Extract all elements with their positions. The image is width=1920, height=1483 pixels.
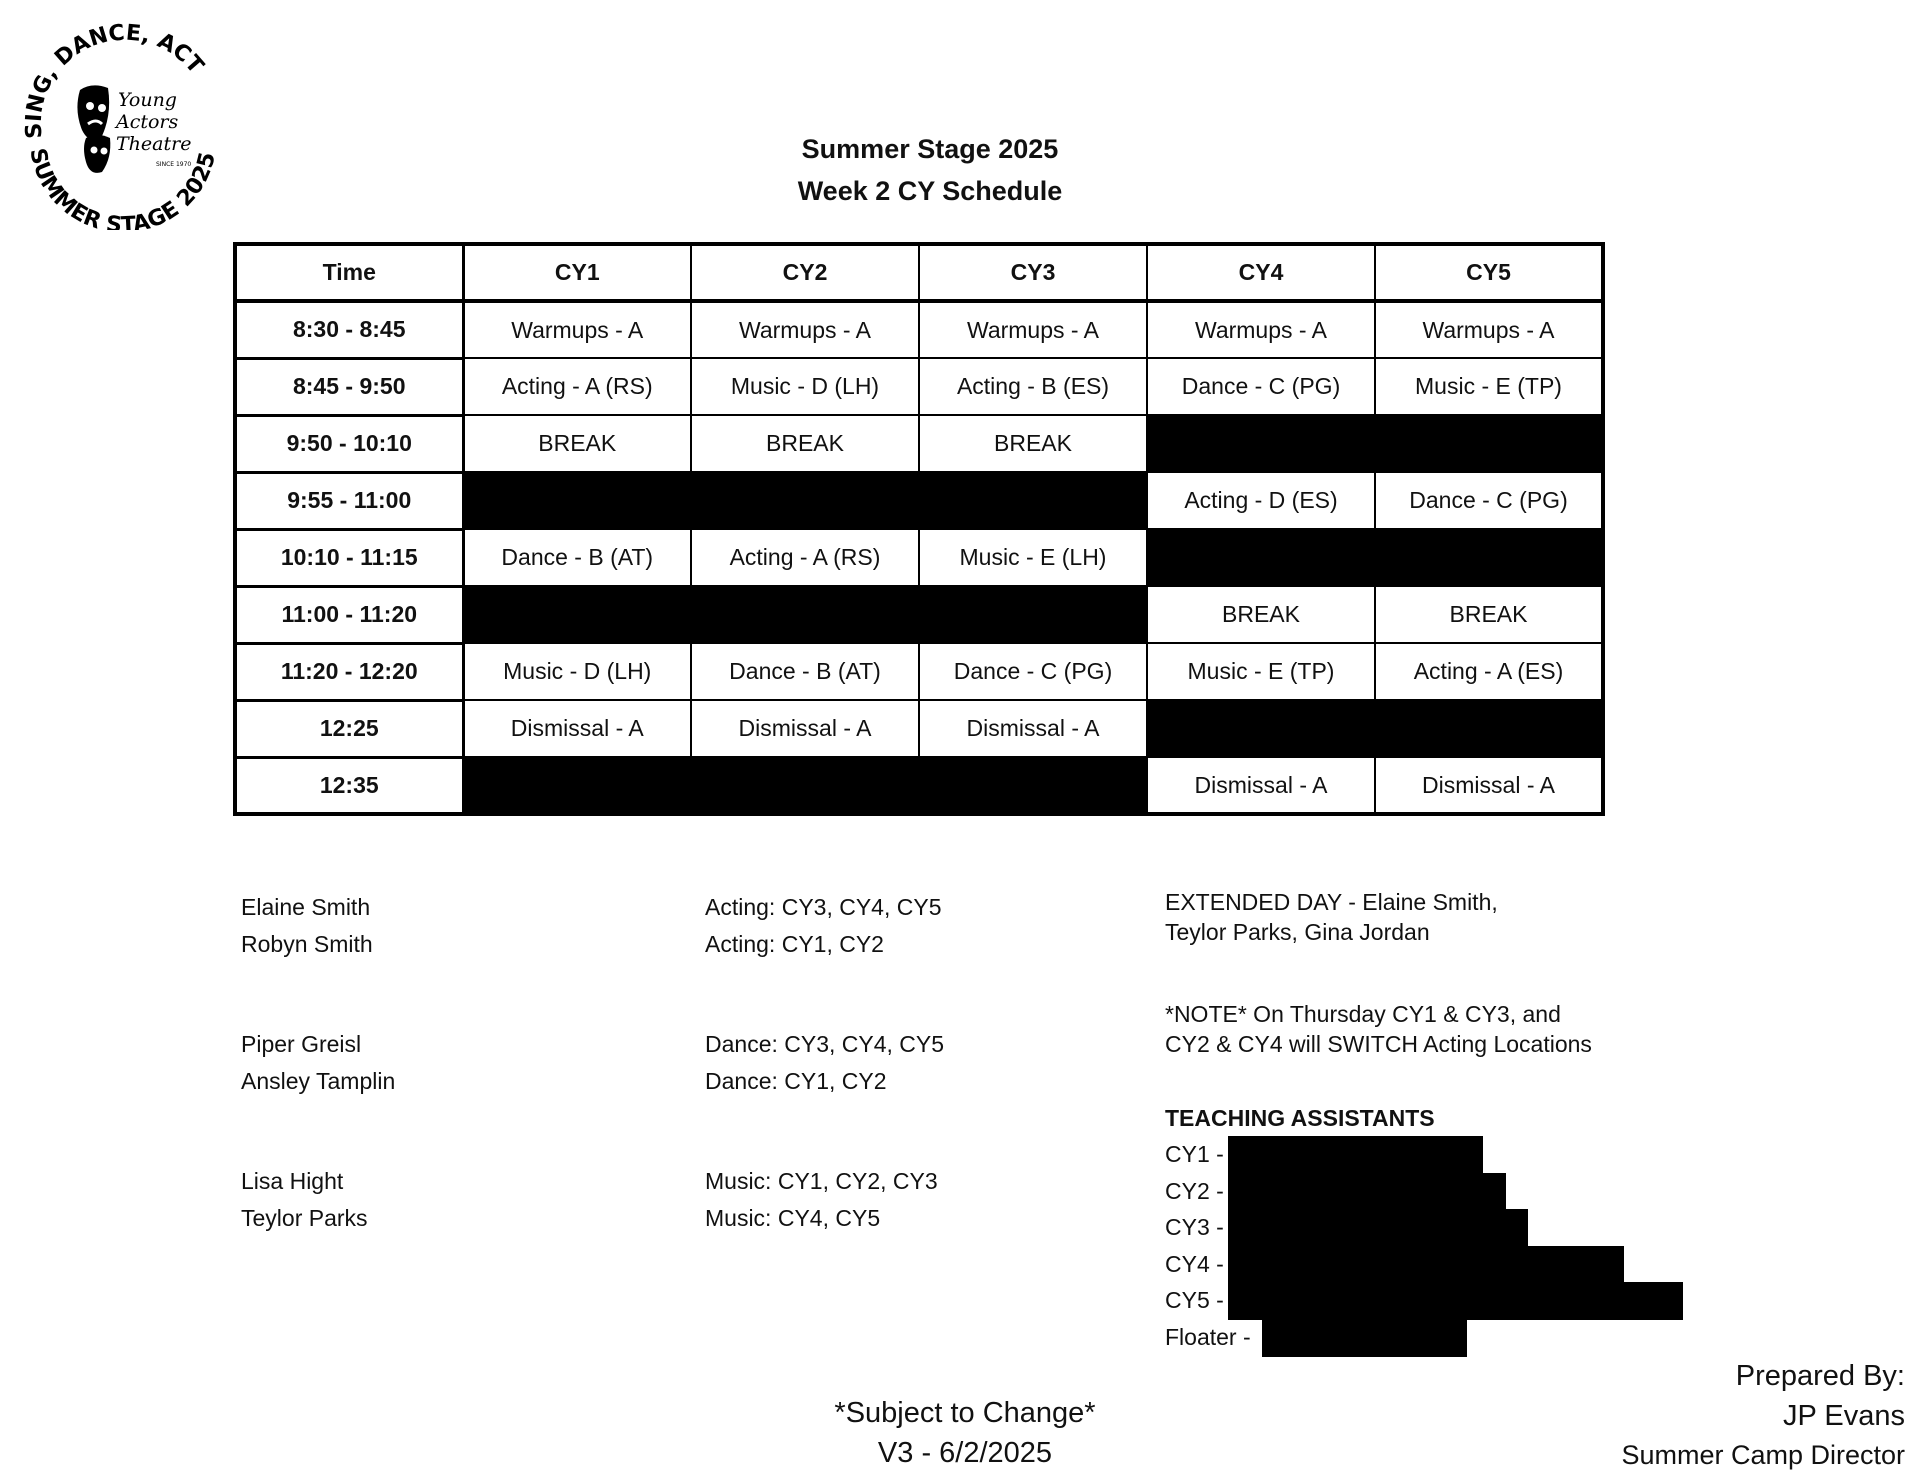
footer-prepared: [1621, 1356, 1905, 1474]
redaction-bar: [1228, 1136, 1483, 1174]
activity-cell: Dismissal - A: [463, 700, 691, 757]
table-row: [235, 415, 1603, 472]
time-cell: 10:10 - 11:15: [235, 529, 463, 586]
activity-cell: BREAK: [463, 415, 691, 472]
activity-cell: Acting - A (ES): [1375, 643, 1603, 700]
ta-label: CY3 -: [1165, 1214, 1224, 1240]
version: V3 - 6/2/2025: [877, 1437, 1053, 1469]
notes: [1165, 887, 1592, 1059]
activity-cell: Acting - A (RS): [691, 529, 919, 586]
teaching-assistants: [1165, 1100, 1435, 1355]
staff-name: Teylor Parks: [241, 1205, 368, 1231]
blocked-cell: [1375, 415, 1603, 472]
activity-cell: Music - E (LH): [919, 529, 1147, 586]
staff-assignment: Music: CY1, CY2, CY3: [705, 1168, 938, 1194]
blocked-cell: [691, 757, 919, 814]
activity-cell: Warmups - A: [463, 301, 691, 358]
header: [0, 128, 1860, 212]
activity-cell: Dance - C (PG): [1375, 472, 1603, 529]
staff-name: Robyn Smith: [241, 931, 373, 957]
logo-bottom-text: SUMMER STAGE 2025: [24, 146, 221, 230]
time-cell: 9:50 - 10:10: [235, 415, 463, 472]
ta-label: CY2 -: [1165, 1177, 1224, 1204]
svg-text:SING, DANCE, ACT: [22, 21, 209, 140]
blocked-cell: [691, 472, 919, 529]
activity-cell: BREAK: [691, 415, 919, 472]
time-cell: 9:55 - 11:00: [235, 472, 463, 529]
activity-cell: Dismissal - A: [1147, 757, 1375, 814]
activity-cell: Dance - B (AT): [691, 643, 919, 700]
staff-name: Ansley Tamplin: [241, 1068, 396, 1094]
blocked-cell: [1147, 415, 1375, 472]
prepared-name: JP Evans: [1783, 1400, 1905, 1432]
column-header: CY1: [463, 244, 691, 301]
schedule-table: [233, 242, 1605, 816]
ta-label: CY1 -: [1165, 1141, 1224, 1167]
ta-row: [1165, 1136, 1435, 1173]
staff-name: Lisa Hight: [241, 1168, 344, 1194]
redaction-bar: [1262, 1319, 1467, 1357]
column-header: CY5: [1375, 244, 1603, 301]
activity-cell: Dance - C (PG): [1147, 358, 1375, 415]
ta-label: CY4 -: [1165, 1250, 1224, 1277]
redaction-bar: [1228, 1246, 1624, 1284]
table-row: [235, 700, 1603, 757]
activity-cell: Music - D (LH): [691, 358, 919, 415]
subject-to-change: *Subject to Change*: [834, 1397, 1096, 1429]
prepared-label: Prepared By:: [1735, 1360, 1905, 1392]
activity-cell: BREAK: [919, 415, 1147, 472]
blocked-cell: [1147, 529, 1375, 586]
table-row: [235, 472, 1603, 529]
logo-word-3: Theatre: [116, 133, 192, 155]
activity-cell: BREAK: [1147, 586, 1375, 643]
activity-cell: BREAK: [1375, 586, 1603, 643]
ta-label: Floater -: [1165, 1323, 1251, 1350]
activity-cell: Dance - C (PG): [919, 643, 1147, 700]
logo-since: SINCE 1970: [156, 161, 192, 168]
activity-cell: Dismissal - A: [919, 700, 1147, 757]
table-row: [235, 358, 1603, 415]
staff-name: Piper Greisl: [241, 1031, 362, 1057]
time-cell: 8:30 - 8:45: [235, 301, 463, 358]
logo-top-text: SING, DANCE, ACT: [21, 20, 209, 140]
table-row: [235, 586, 1603, 643]
column-header: Time: [235, 244, 463, 301]
activity-cell: Dance - B (AT): [463, 529, 691, 586]
extended-day-line: Teylor Parks, Gina Jordan: [1165, 919, 1430, 945]
table-header-row: [235, 244, 1603, 301]
activity-cell: Music - D (LH): [463, 643, 691, 700]
activity-cell: Warmups - A: [1147, 301, 1375, 358]
ta-row: [1165, 1209, 1435, 1246]
logo-word-2: Actors: [116, 111, 179, 133]
note-line: CY2 & CY4 will SWITCH Acting Locations: [1165, 1031, 1592, 1057]
redaction-bar: [1228, 1173, 1506, 1211]
activity-cell: Dismissal - A: [1375, 757, 1603, 814]
page-title: Summer Stage 2025: [801, 134, 1059, 164]
staff-assignment: Music: CY4, CY5: [705, 1205, 881, 1231]
time-cell: 8:45 - 9:50: [235, 358, 463, 415]
activity-cell: Acting - D (ES): [1147, 472, 1375, 529]
table-row: [235, 529, 1603, 586]
logo-word-1: Young: [118, 89, 177, 111]
time-cell: 11:00 - 11:20: [235, 586, 463, 643]
staff-name: Elaine Smith: [241, 894, 371, 920]
ta-row: [1165, 1246, 1435, 1283]
extended-day-line: EXTENDED DAY - Elaine Smith,: [1165, 889, 1498, 915]
staff-assignment: Dance: CY3, CY4, CY5: [705, 1031, 945, 1057]
redaction-bar: [1228, 1209, 1528, 1247]
blocked-cell: [1375, 529, 1603, 586]
activity-cell: Warmups - A: [919, 301, 1147, 358]
column-header: CY3: [919, 244, 1147, 301]
page-subtitle: Week 2 CY Schedule: [797, 176, 1063, 206]
blocked-cell: [463, 757, 691, 814]
time-cell: 12:35: [235, 757, 463, 814]
blocked-cell: [919, 586, 1147, 643]
ta-row: [1165, 1282, 1435, 1319]
time-cell: 11:20 - 12:20: [235, 643, 463, 700]
table-row: [235, 757, 1603, 814]
blocked-cell: [463, 586, 691, 643]
blocked-cell: [1375, 700, 1603, 757]
ta-row: [1165, 1173, 1435, 1210]
staff-assignments: [705, 889, 944, 1237]
time-cell: 12:25: [235, 700, 463, 757]
ta-label: CY5 -: [1165, 1287, 1224, 1313]
activity-cell: Acting - A (RS): [463, 358, 691, 415]
prepared-role: Summer Camp Director: [1621, 1440, 1905, 1470]
activity-cell: Music - E (TP): [1147, 643, 1375, 700]
staff-names: [241, 889, 395, 1237]
blocked-cell: [919, 472, 1147, 529]
activity-cell: Warmups - A: [691, 301, 919, 358]
blocked-cell: [691, 586, 919, 643]
activity-cell: Acting - B (ES): [919, 358, 1147, 415]
redaction-bar: [1228, 1282, 1683, 1320]
blocked-cell: [463, 472, 691, 529]
column-header: CY4: [1147, 244, 1375, 301]
blocked-cell: [919, 757, 1147, 814]
note-line: *NOTE* On Thursday CY1 & CY3, and: [1165, 1001, 1561, 1027]
activity-cell: Music - E (TP): [1375, 358, 1603, 415]
staff-assignment: Acting: CY3, CY4, CY5: [705, 894, 942, 920]
activity-cell: Warmups - A: [1375, 301, 1603, 358]
activity-cell: Dismissal - A: [691, 700, 919, 757]
blocked-cell: [1147, 700, 1375, 757]
staff-assignment: Acting: CY1, CY2: [705, 931, 884, 957]
table-row: [235, 643, 1603, 700]
ta-title: TEACHING ASSISTANTS: [1165, 1105, 1435, 1131]
table-row: [235, 301, 1603, 358]
ta-row: [1165, 1319, 1435, 1356]
staff-assignment: Dance: CY1, CY2: [705, 1068, 887, 1094]
column-header: CY2: [691, 244, 919, 301]
